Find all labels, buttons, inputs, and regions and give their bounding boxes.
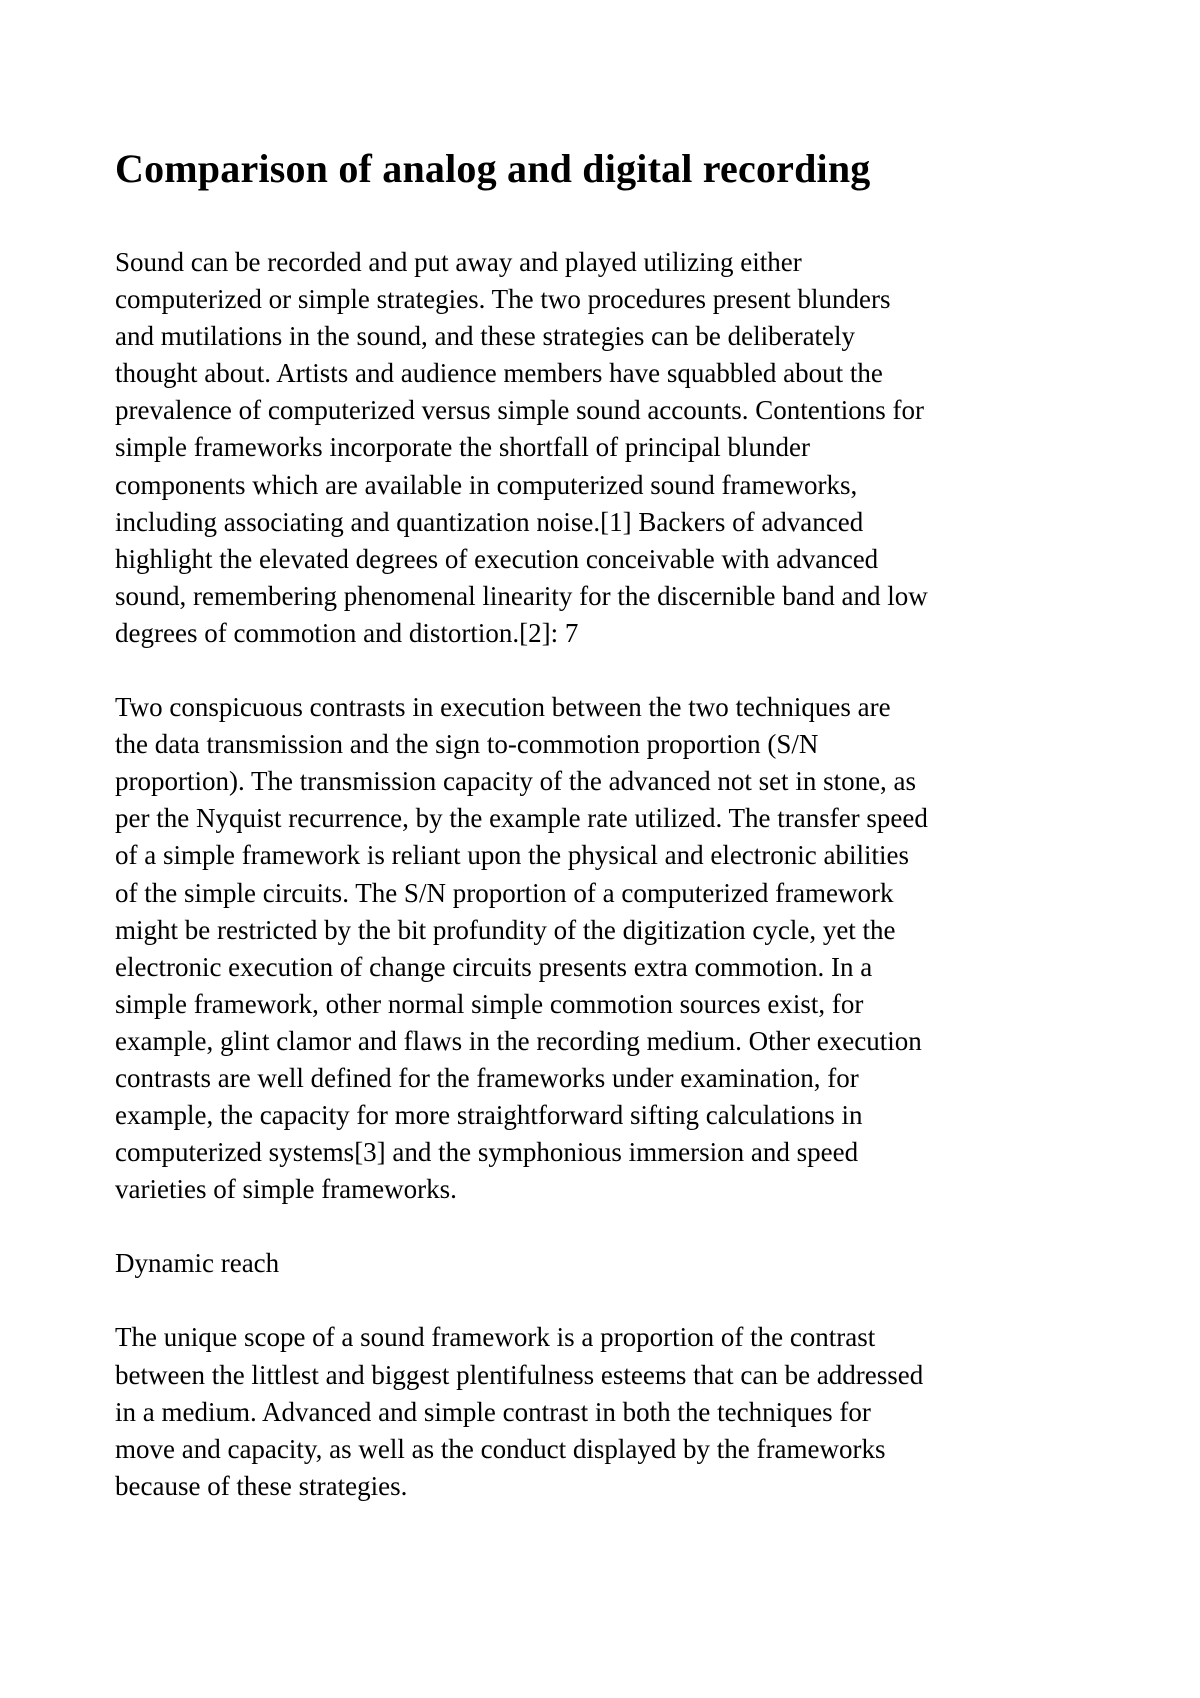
text-line: degrees of commotion and distortion.[2]: 7 [115,617,579,648]
text-line: and mutilations in the sound, and these strategies can be deliberately [115,321,856,352]
text-line: prevalence of computerized versus simple sound accounts. Contentions for [115,395,925,426]
document-page [115,138,1105,1505]
subheading-text: Dynamic reach [115,1248,280,1279]
text-line: of the simple circuits. The S/N proportion of a computerized framework [115,877,894,908]
text-line: because of these strategies. [115,1470,408,1501]
text-line: Two conspicuous contrasts in execution between the two techniques are [115,692,891,723]
text-line: including associating and quantization noise.[1] Backers of advanced [115,506,864,537]
text-line: Sound can be recorded and put away and played utilizing either [115,247,802,277]
text-line: computerized or simple strategies. The two procedures present blunders [115,284,891,315]
text-line: example, glint clamor and flaws in the recording medium. Other execution [115,1025,922,1056]
text-line: example, the capacity for more straightforward sifting calculations in [115,1100,863,1131]
paragraph-contrasts [115,689,1105,1208]
spacer [115,1282,1105,1319]
text-line: the data transmission and the sign to-commotion proportion (S/N [115,729,819,760]
text-line: computerized systems[3] and the symphonious immersion and speed [115,1137,859,1168]
text-line: between the littlest and biggest plentifulness esteems that can be addressed [115,1359,924,1390]
text-line: per the Nyquist recurrence, by the example rate utilized. The transfer speed [115,803,928,834]
section-heading-dynamic-reach [115,1245,1105,1282]
text-line: might be restricted by the bit profundity of the digitization cycle, yet the [115,914,896,945]
document-title: Comparison of analog and digital recording [115,146,871,191]
text-line: move and capacity, as well as the conduct displayed by the frameworks [115,1433,886,1464]
text-line: simple framework, other normal simple commotion sources exist, for [115,988,864,1019]
text-line: simple frameworks incorporate the shortfall of principal blunder [115,432,811,463]
text-line: The unique scope of a sound framework is a proportion of the contrast [115,1322,876,1353]
text-line: components which are available in computerized sound frameworks, [115,469,858,500]
paragraph-intro [115,244,1105,652]
text-line: highlight the elevated degrees of execution conceivable with advanced [115,543,879,574]
paragraph-dynamic-reach [115,1319,1105,1504]
text-line: of a simple framework is reliant upon the physical and electronic abilities [115,840,909,871]
text-line: electronic execution of change circuits presents extra commotion. In a [115,951,873,982]
text-line: contrasts are well defined for the frameworks under examination, for [115,1062,859,1093]
text-line: proportion). The transmission capacity of the advanced not set in stone, as [115,766,917,797]
text-line: sound, remembering phenomenal linearity for the discernible band and low [115,580,928,611]
text-line: in a medium. Advanced and simple contrast in both the techniques for [115,1396,871,1427]
text-line: thought about. Artists and audience members have squabbled about the [115,358,883,389]
spacer [115,1208,1105,1245]
spacer [115,652,1105,689]
text-line: varieties of simple frameworks. [115,1174,457,1205]
spacer [115,200,1105,244]
